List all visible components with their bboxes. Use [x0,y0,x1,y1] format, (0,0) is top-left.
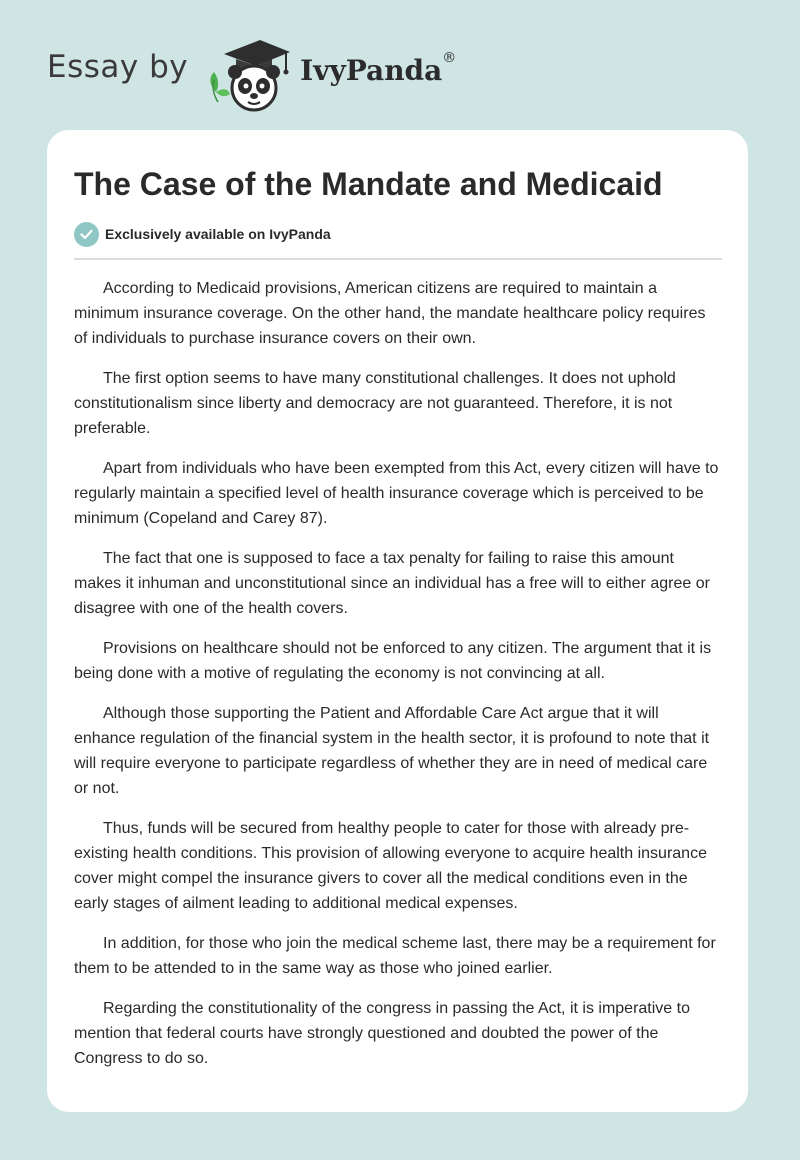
brand-text: IvyPanda [300,53,443,87]
essay-by-label: Essay by [47,49,189,85]
registered-mark: ® [442,49,457,66]
ivy-leaf-icon [210,72,230,102]
exclusive-badge [74,221,722,247]
brand-name[interactable] [300,49,457,87]
paragraph: The fact that one is supposed to face a tax penalty for failing to raise this amount makes it inhuman and unconstitutional since an individual has a free will to either agree or disagree with one of the health covers. [74,550,710,617]
paragraph: According to Medicaid provisions, American citizens are required to maintain a minimum insurance coverage. On the other hand, the mandate healthcare policy requires of individuals to purchase insurance covers on their own. [74,280,706,347]
paragraph: In addition, for those who join the medical scheme last, there may be a requirement for them to be attended to in the same way as those who joined earlier. [74,935,716,977]
essay-body [74,276,722,1071]
paragraph: Thus, funds will be secured from healthy people to cater for those with already pre-existing health conditions. This provision of allowing everyone to acquire health insurance cover might compel the insurance givers to cover all the medical conditions even in the early stages of ailment leading to additional medical expenses. [74,820,707,912]
paragraph: Apart from individuals who have been exempted from this Act, every citizen will have to regularly maintain a specified level of health insurance coverage which is perceived to be minimum (Copeland and Carey 87). [74,460,719,527]
paragraph: Although those supporting the Patient and Affordable Care Act argue that it will enhance regulation of the financial system in the health sector, it is profound to note that it will require everyone to participate regardless of whether they are in need of medical care or not. [74,705,710,797]
essay-card [47,130,748,1112]
paragraph: Regarding the constitutionality of the congress in passing the Act, it is imperative to mention that federal courts have strongly questioned and doubted the power of the Congress to do so. [74,1000,690,1067]
exclusive-badge-text: Exclusively available on IvyPanda [105,226,331,242]
panda-logo-icon[interactable] [202,32,294,114]
site-header [47,28,456,118]
paragraph: The first option seems to have many constitutional challenges. It does not uphold constitutionalism since liberty and democracy are not guaranteed. Therefore, it is not preferable. [74,370,676,437]
paragraph: Provisions on healthcare should not be enforced to any citizen. The argument that it is being done with a motive of regulating the economy is not convincing at all. [74,640,712,682]
page-title: The Case of the Mandate and Medicaid [74,166,663,202]
divider [74,258,722,260]
check-icon [74,222,99,247]
